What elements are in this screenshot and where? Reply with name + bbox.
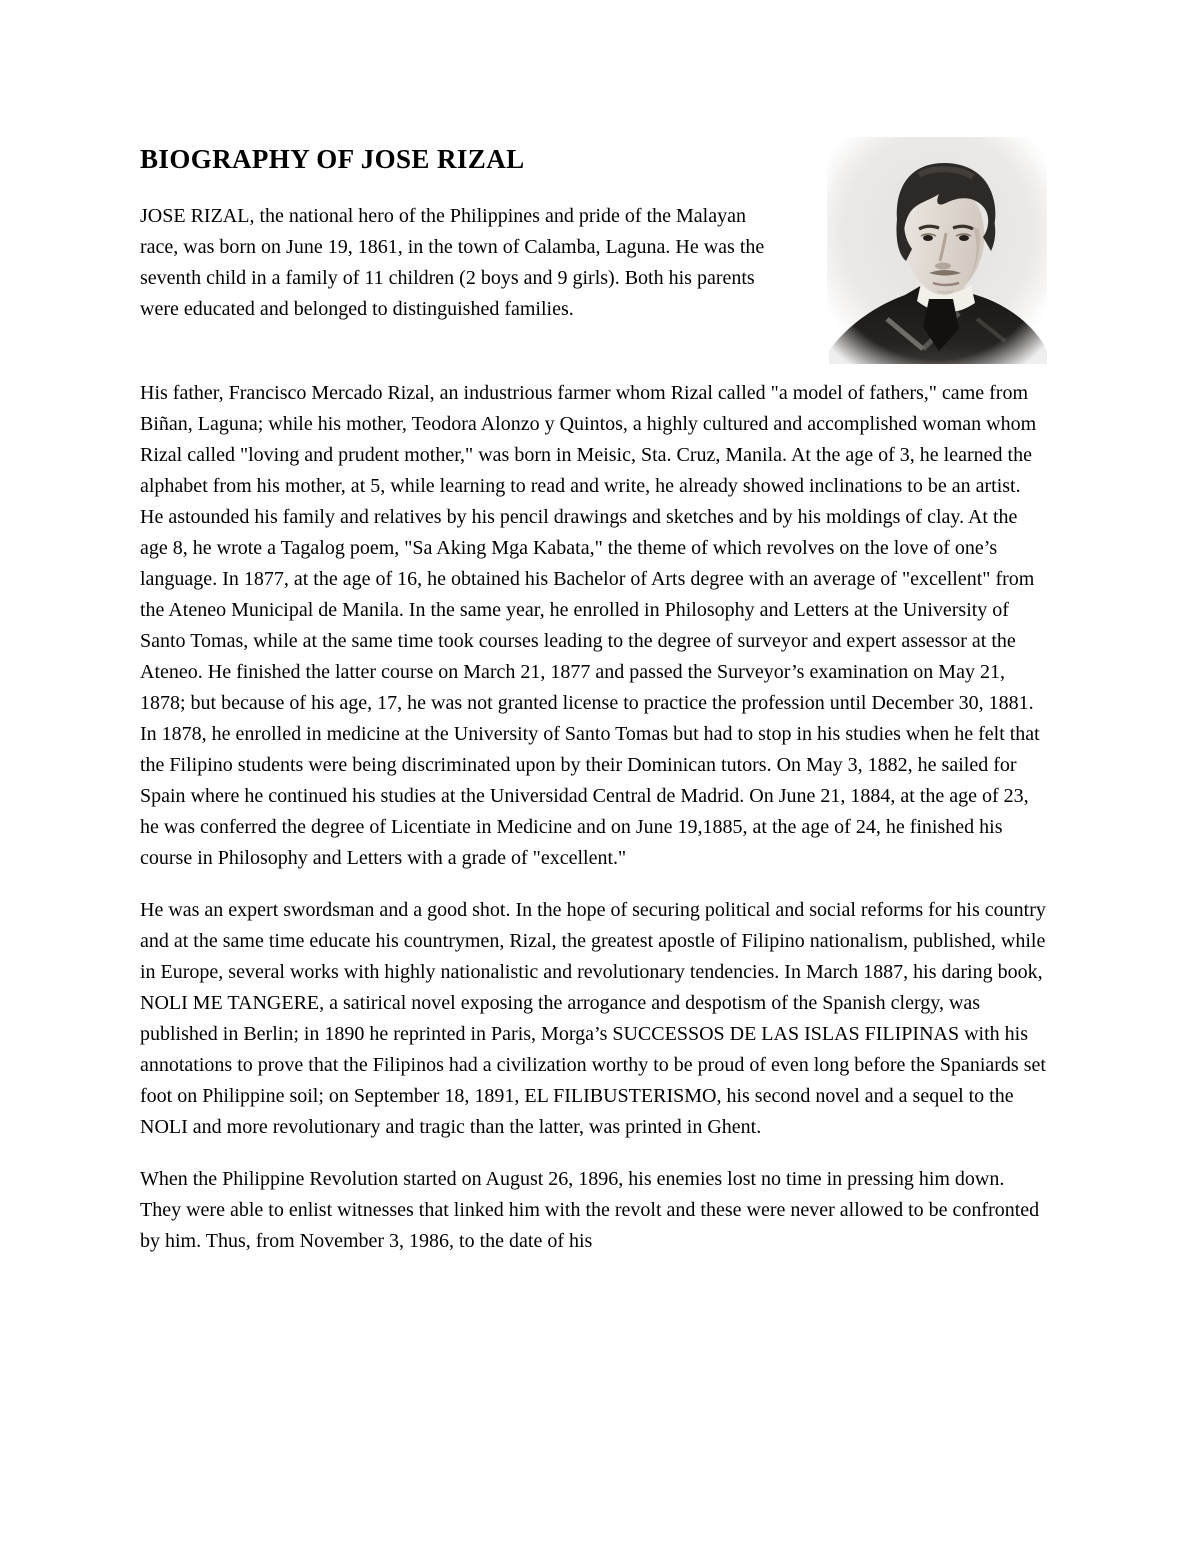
paragraph-birth-family: JOSE RIZAL, the national hero of the Philippines and pride of the Malayan race, was born on June 19, 1861, in the town of Calamba, Laguna. He was the seventh child in a family of 11 children (2 boys and 9 girls). Both his parents were educated and belonged to distinguished families. bbox=[140, 205, 765, 320]
document-content bbox=[140, 145, 1048, 1278]
paragraph-works-novels: He was an expert swordsman and a good shot. In the hope of securing political and social reforms for his country and at the same time educate his countrymen, Rizal, the greatest apostle of Filipino nationalism, published, while in Europe, several works with highly nationalistic and revolutionary tendencies. In March 1887, his daring book, NOLI ME TANGERE, a satirical novel exposing the arrogance and despotism of the Spanish clergy, was published in Berlin; in 1890 he reprinted in Paris, Morga’s SUCCESSOS DE LAS ISLAS FILIPINAS with his annotations to prove that the Filipinos had a civilization worthy to be proud of even long before the Spaniards set foot on Philippine soil; on September 18, 1891, EL FILIBUSTERISMO, his second novel and a sequel to the NOLI and more revolutionary and tragic than the latter, was printed in Ghent. bbox=[140, 899, 1046, 1138]
paragraph-revolution: When the Philippine Revolution started on August 26, 1896, his enemies lost no time in pressing him down. They were able to enlist witnesses that linked him with the revolt and these were never allowed to be confronted by him. Thus, from November 3, 1986, to the date of his bbox=[140, 1168, 1040, 1252]
page-title: BIOGRAPHY OF JOSE RIZAL bbox=[140, 144, 525, 174]
paragraph-parents-education: His father, Francisco Mercado Rizal, an industrious farmer whom Rizal called "a model of fathers," came from Biñan, Laguna; while his mother, Teodora Alonzo y Quintos, a highly cultured and accomplished woman whom Rizal called "loving and prudent mother," was born in Meisic, Sta. Cruz, Manila. At the age of 3, he learned the alphabet from his mother, at 5, while learning to read and write, he already showed inclinations to be an artist. He astounded his family and relatives by his pencil drawings and sketches and by his moldings of clay. At the age 8, he wrote a Tagalog poem, "Sa Aking Mga Kabata," the theme of which revolves on the love of one’s language. In 1877, at the age of 16, he obtained his Bachelor of Arts degree with an average of "excellent" from the Ateneo Municipal de Manila. In the same year, he enrolled in Philosophy and Letters at the University of Santo Tomas, while at the same time took courses leading to the degree of surveyor and expert assessor at the Ateneo. He finished the latter course on March 21, 1877 and passed the Surveyor’s examination on May 21, 1878; but because of his age, 17, he was not granted license to practice the profession until December 30, 1881. In 1878, he enrolled in medicine at the University of Santo Tomas but had to stop in his studies when he felt that the Filipino students were being discriminated upon by their Dominican tutors. On May 3, 1882, he sailed for Spain where he continued his studies at the Universidad Central de Madrid. On June 21, 1884, at the age of 23, he was conferred the degree of Licentiate in Medicine and on June 19,1885, at the age of 24, he finished his course in Philosophy and Letters with a grade of "excellent." bbox=[140, 382, 1040, 869]
